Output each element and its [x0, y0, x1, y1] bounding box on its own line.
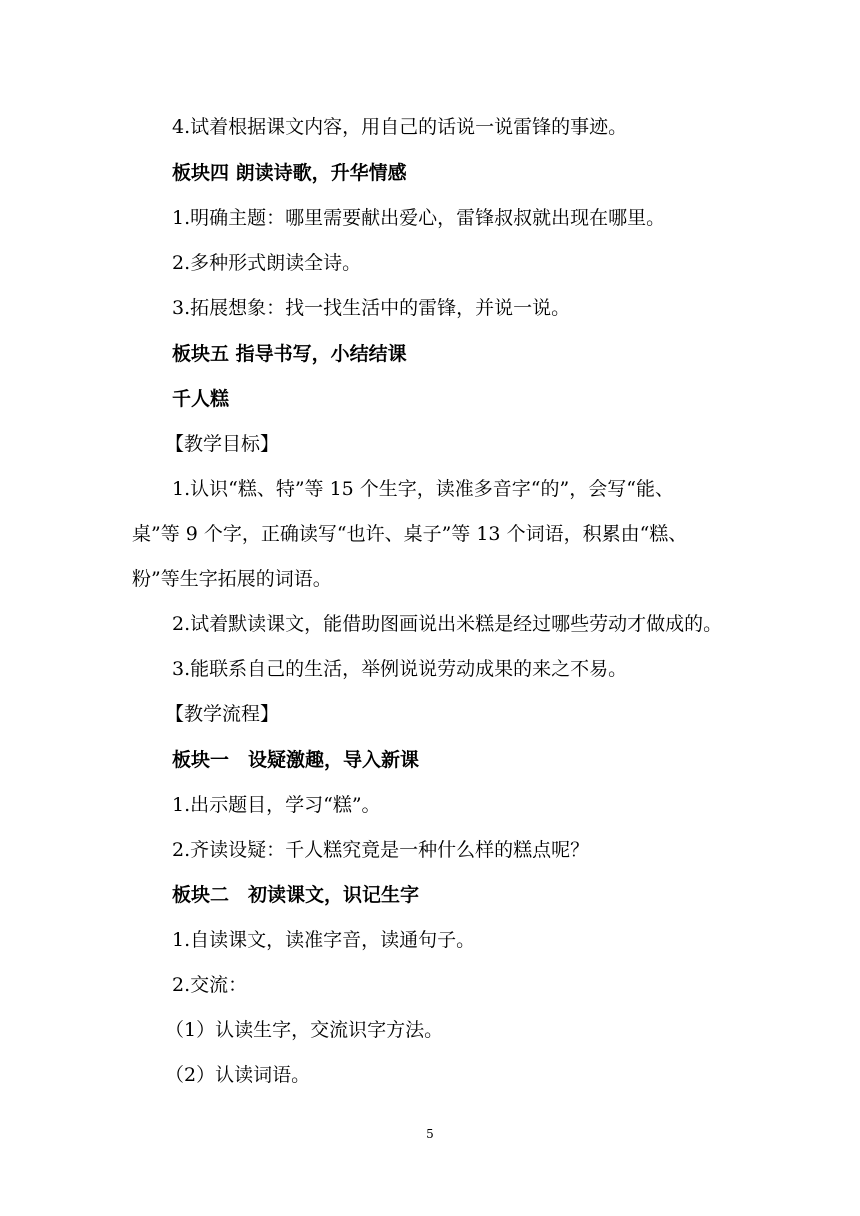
- text-line: 1.认识“糕、特”等 15 个生字，读准多音字“的”，会写“能、: [172, 478, 674, 500]
- text-line: 1.自读课文，读准字音，读通句子。: [172, 929, 476, 951]
- text-line: 桌”等 9 个字，正确读写“也许、桌子”等 13 个词语，积累由“糕、: [132, 523, 688, 545]
- text-line: 1.出示题目，学习“糕”。: [172, 794, 381, 816]
- page-number: 5: [426, 1127, 434, 1141]
- text-line: 2.齐读设疑：千人糕究竟是一种什么样的糕点呢？: [172, 839, 590, 861]
- text-line: 4.试着根据课文内容，用自己的话说一说雷锋的事迹。: [172, 116, 628, 138]
- bracket-heading: 【教学目标】: [165, 433, 280, 455]
- section-heading: 板块一 设疑激趣，导入新课: [172, 749, 420, 771]
- text-line: 2.试着默读课文，能借助图画说出米糕是经过哪些劳动才做成的。: [172, 613, 723, 635]
- text-line: 1.明确主题：哪里需要献出爱心，雷锋叔叔就出现在哪里。: [172, 207, 666, 229]
- text-line: 3.能联系自己的生活，举例说说劳动成果的来之不易。: [172, 658, 628, 680]
- text-line: （2）认读词语。: [165, 1064, 311, 1086]
- text-line: （1）认读生字，交流识字方法。: [165, 1019, 444, 1041]
- text-line: 2.多种形式朗读全诗。: [172, 252, 362, 274]
- section-heading: 板块五 指导书写，小结结课: [172, 343, 407, 365]
- bracket-heading: 【教学流程】: [165, 703, 280, 725]
- section-heading: 板块二 初读课文，识记生字: [172, 884, 420, 906]
- section-heading: 板块四 朗读诗歌，升华情感: [172, 162, 407, 184]
- text-line: 2.交流：: [172, 974, 248, 996]
- text-line: 3.拓展想象：找一找生活中的雷锋，并说一说。: [172, 297, 571, 319]
- text-line: 粉”等生字拓展的词语。: [132, 568, 332, 590]
- lesson-title: 千人糕: [172, 388, 230, 410]
